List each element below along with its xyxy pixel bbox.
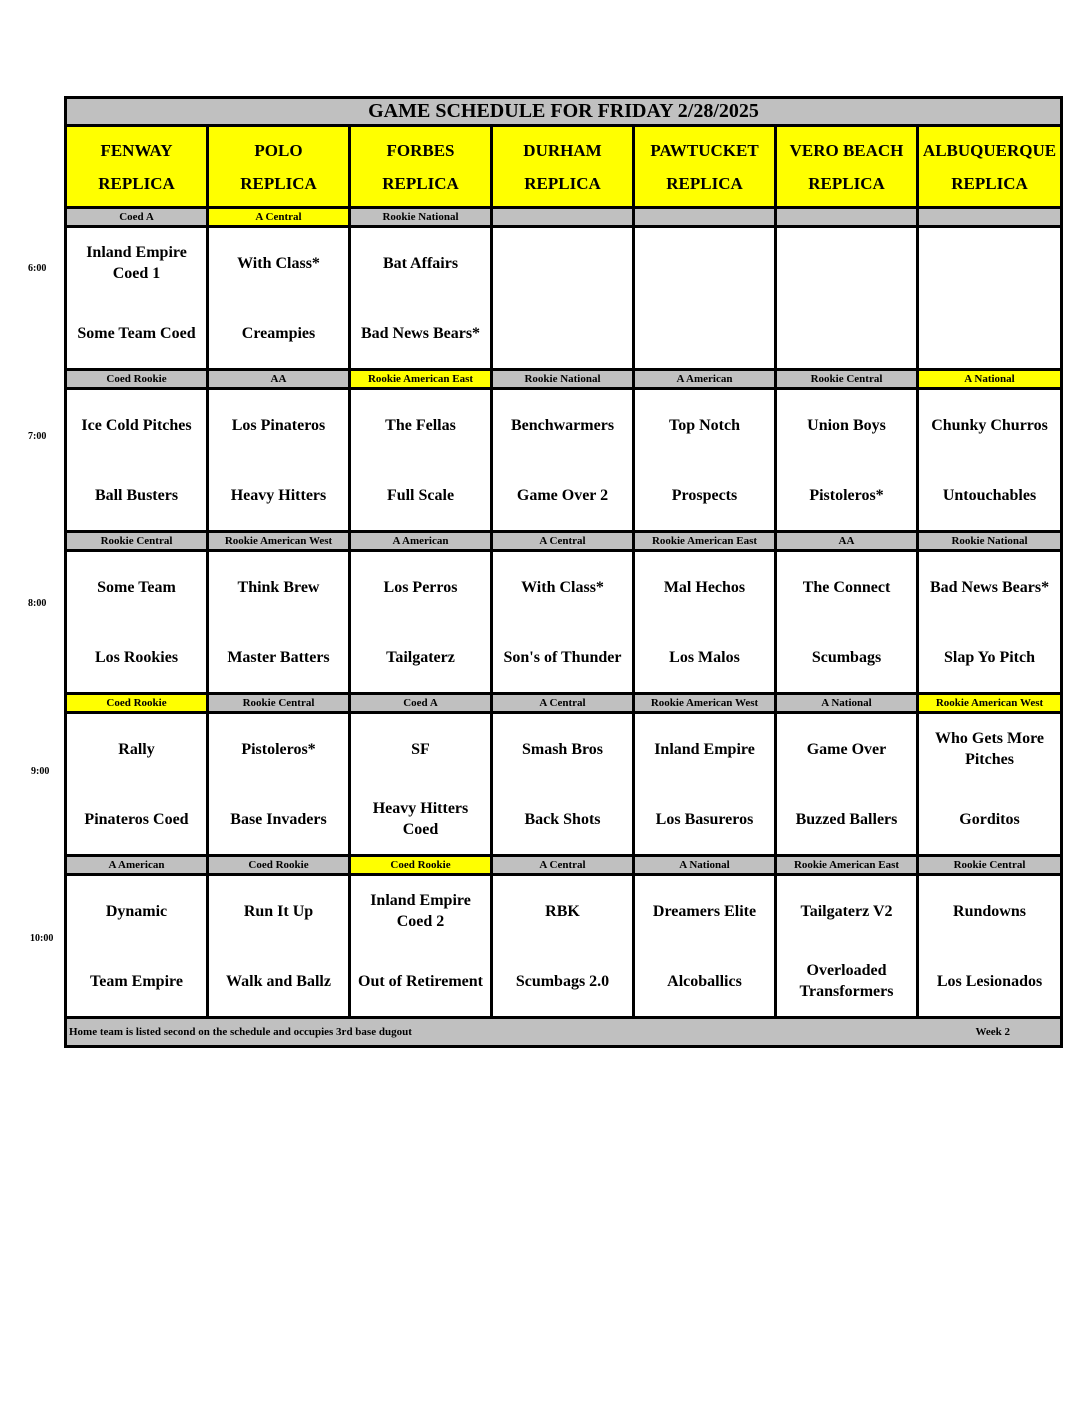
division-label: A Central: [492, 856, 634, 875]
away-team: Smash Bros: [521, 740, 604, 758]
game-cell: [492, 551, 634, 694]
game-cell: [350, 227, 492, 370]
home-team: Tailgaterz: [386, 648, 455, 666]
time-label: 8:00: [28, 598, 47, 609]
field-name: ALBUQUERQUE: [922, 140, 1057, 160]
home-team: Base Invaders: [230, 810, 327, 828]
division-label: [918, 208, 1062, 227]
game-cell: [492, 713, 634, 856]
home-team: Ball Busters: [94, 486, 179, 504]
game-row: [66, 875, 1062, 1018]
away-team: Rundowns: [953, 902, 1026, 920]
away-team: [919, 228, 1060, 298]
division-label: Rookie American East: [634, 532, 776, 551]
division-label: Rookie American East: [350, 370, 492, 389]
field-subtitle: REPLICA: [666, 173, 743, 193]
home-team: Scumbags 2.0: [515, 972, 610, 990]
away-team: With Class*: [237, 254, 320, 272]
field-header: [208, 126, 350, 208]
field-header: [350, 126, 492, 208]
game-cell: [776, 551, 918, 694]
division-label: AA: [208, 370, 350, 389]
division-label: AA: [776, 532, 918, 551]
away-team: [777, 228, 916, 298]
field-header: [776, 126, 918, 208]
home-team: [493, 298, 632, 368]
home-team: Scumbags: [811, 648, 882, 666]
away-team: Dreamers Elite: [652, 902, 757, 920]
division-label: Rookie National: [492, 370, 634, 389]
home-team: Overloaded Transformers: [799, 962, 894, 1000]
away-team: Game Over: [806, 740, 887, 758]
time-label: 7:00: [28, 431, 47, 442]
field-header: [492, 126, 634, 208]
field-name: POLO: [254, 140, 303, 160]
home-team: Son's of Thunder: [503, 648, 622, 666]
field-name: DURHAM: [523, 140, 602, 160]
division-label: [634, 208, 776, 227]
division-label: Rookie National: [918, 532, 1062, 551]
field-subtitle: REPLICA: [951, 173, 1028, 193]
home-team: [777, 298, 916, 368]
game-cell: [634, 713, 776, 856]
field-name: VERO BEACH: [789, 140, 904, 160]
division-row: [66, 856, 1062, 875]
division-label: Rookie Central: [776, 370, 918, 389]
division-label: A National: [634, 856, 776, 875]
home-team: Los Basureros: [655, 810, 754, 828]
division-label: A National: [776, 694, 918, 713]
game-cell: [350, 551, 492, 694]
game-cell: [918, 875, 1062, 1018]
away-team: Run It Up: [243, 902, 314, 920]
field-header: [66, 126, 208, 208]
field-name: PAWTUCKET: [650, 140, 759, 160]
game-cell: [208, 551, 350, 694]
away-team: Who Gets More Pitches: [935, 730, 1045, 768]
home-team: Prospects: [671, 486, 738, 504]
away-team: Dynamic: [105, 902, 168, 920]
field-header-row: [66, 126, 1062, 208]
away-team: Mal Hechos: [663, 578, 746, 596]
division-label: Rookie American East: [776, 856, 918, 875]
time-label: 10:00: [30, 933, 54, 944]
home-team: Slap Yo Pitch: [944, 648, 1035, 666]
game-row: [66, 389, 1062, 532]
division-label: Coed A: [350, 694, 492, 713]
game-cell: [634, 227, 776, 370]
home-team: [635, 298, 774, 368]
away-team: SF: [411, 740, 430, 758]
home-team: Pinateros Coed: [84, 810, 189, 828]
game-cell: [66, 389, 208, 532]
away-team: Some Team: [97, 578, 176, 596]
field-subtitle: REPLICA: [524, 173, 601, 193]
game-cell: [492, 875, 634, 1018]
division-label: A Central: [492, 694, 634, 713]
division-label: A National: [918, 370, 1062, 389]
away-team: Los Pinateros: [231, 416, 326, 434]
game-cell: [634, 551, 776, 694]
home-team: Team Empire: [90, 972, 183, 990]
field-name: FENWAY: [100, 140, 173, 160]
division-label: Coed Rookie: [350, 856, 492, 875]
home-team: Alcoballics: [667, 972, 742, 990]
away-team: Bat Affairs: [382, 254, 459, 272]
game-cell: [208, 713, 350, 856]
home-team: Creampies: [241, 324, 316, 342]
game-cell: [776, 389, 918, 532]
field-subtitle: REPLICA: [98, 173, 175, 193]
game-cell: [208, 227, 350, 370]
footer-note: Home team is listed second on the schedule and occupies 3rd base dugout: [69, 1026, 412, 1038]
home-team: Heavy Hitters Coed: [372, 800, 469, 838]
away-team: Inland Empire Coed 1: [86, 244, 187, 282]
home-team: Los Lesionados: [936, 972, 1043, 990]
game-cell: [208, 875, 350, 1018]
away-team: The Connect: [802, 578, 891, 596]
game-row: [66, 713, 1062, 856]
home-team: Gorditos: [959, 810, 1020, 828]
game-cell: [776, 713, 918, 856]
schedule-table: [64, 96, 1063, 1048]
away-team: Top Notch: [669, 416, 740, 434]
division-label: A Central: [492, 532, 634, 551]
away-team: Think Brew: [237, 578, 320, 596]
away-team: Inland Empire: [654, 740, 755, 758]
game-cell: [634, 389, 776, 532]
division-label: Coed A: [66, 208, 208, 227]
division-label: [492, 208, 634, 227]
game-cell: [492, 227, 634, 370]
division-label: A American: [350, 532, 492, 551]
field-name: FORBES: [386, 140, 455, 160]
division-label: Rookie American West: [634, 694, 776, 713]
division-row: [66, 208, 1062, 227]
home-team: Untouchables: [942, 486, 1037, 504]
away-team: Chunky Churros: [931, 416, 1048, 434]
division-label: Coed Rookie: [66, 694, 208, 713]
game-cell: [492, 389, 634, 532]
division-label: [776, 208, 918, 227]
field-subtitle: REPLICA: [240, 173, 317, 193]
game-cell: [66, 875, 208, 1018]
game-cell: [66, 713, 208, 856]
division-row: [66, 370, 1062, 389]
division-label: Rookie Central: [66, 532, 208, 551]
game-cell: [350, 713, 492, 856]
home-team: [919, 298, 1060, 368]
home-team: Pistoleros*: [809, 486, 884, 504]
away-team: RBK: [545, 902, 580, 920]
game-cell: [66, 227, 208, 370]
game-cell: [66, 551, 208, 694]
game-cell: [350, 875, 492, 1018]
home-team: Out of Retirement: [358, 972, 483, 990]
away-team: Los Perros: [383, 578, 458, 596]
game-cell: [918, 227, 1062, 370]
away-team: Ice Cold Pitches: [81, 416, 192, 434]
home-team: Los Malos: [669, 648, 740, 666]
away-team: Benchwarmers: [510, 416, 615, 434]
away-team: [493, 228, 632, 298]
field-subtitle: REPLICA: [808, 173, 885, 193]
home-team: Bad News Bears*: [360, 324, 481, 342]
game-cell: [776, 227, 918, 370]
away-team: The Fellas: [385, 416, 456, 434]
game-cell: [918, 713, 1062, 856]
time-label: 9:00: [31, 766, 50, 777]
game-cell: [918, 389, 1062, 532]
home-team: Game Over 2: [516, 486, 609, 504]
away-team: [635, 228, 774, 298]
title-row: [66, 98, 1062, 126]
game-cell: [208, 389, 350, 532]
game-row: [66, 551, 1062, 694]
game-row: [66, 227, 1062, 370]
away-team: Inland Empire Coed 2: [370, 892, 471, 930]
game-cell: [776, 875, 918, 1018]
away-team: With Class*: [521, 578, 604, 596]
game-cell: [350, 389, 492, 532]
home-team: Master Batters: [227, 648, 330, 666]
home-team: Some Team Coed: [77, 324, 196, 342]
game-cell: [634, 875, 776, 1018]
division-row: [66, 694, 1062, 713]
week-label: Week 2: [975, 1026, 1011, 1038]
division-label: Rookie American West: [208, 532, 350, 551]
home-team: Walk and Ballz: [226, 972, 331, 990]
footer-row: [66, 1018, 1062, 1047]
division-label: Rookie Central: [918, 856, 1062, 875]
field-subtitle: REPLICA: [382, 173, 459, 193]
division-label: A American: [66, 856, 208, 875]
division-label: Rookie Central: [208, 694, 350, 713]
home-team: Buzzed Ballers: [795, 810, 898, 828]
away-team: Pistoleros*: [241, 740, 316, 758]
away-team: Bad News Bears*: [929, 578, 1050, 596]
footer-cell: [66, 1018, 1062, 1047]
home-team: Full Scale: [386, 486, 455, 504]
field-header: [634, 126, 776, 208]
division-label: Rookie National: [350, 208, 492, 227]
home-team: Los Rookies: [94, 648, 179, 666]
home-team: Heavy Hitters: [230, 486, 327, 504]
away-team: Union Boys: [807, 416, 886, 434]
division-label: A Central: [208, 208, 350, 227]
time-label: 6:00: [28, 263, 47, 274]
home-team: Back Shots: [524, 810, 601, 828]
away-team: Rally: [118, 740, 155, 758]
field-header: [918, 126, 1062, 208]
schedule-title: GAME SCHEDULE FOR FRIDAY 2/28/2025: [66, 98, 1062, 126]
away-team: Tailgaterz V2: [800, 902, 893, 920]
game-cell: [918, 551, 1062, 694]
division-label: Coed Rookie: [66, 370, 208, 389]
division-label: A American: [634, 370, 776, 389]
division-label: Coed Rookie: [208, 856, 350, 875]
division-label: Rookie American West: [918, 694, 1062, 713]
division-row: [66, 532, 1062, 551]
